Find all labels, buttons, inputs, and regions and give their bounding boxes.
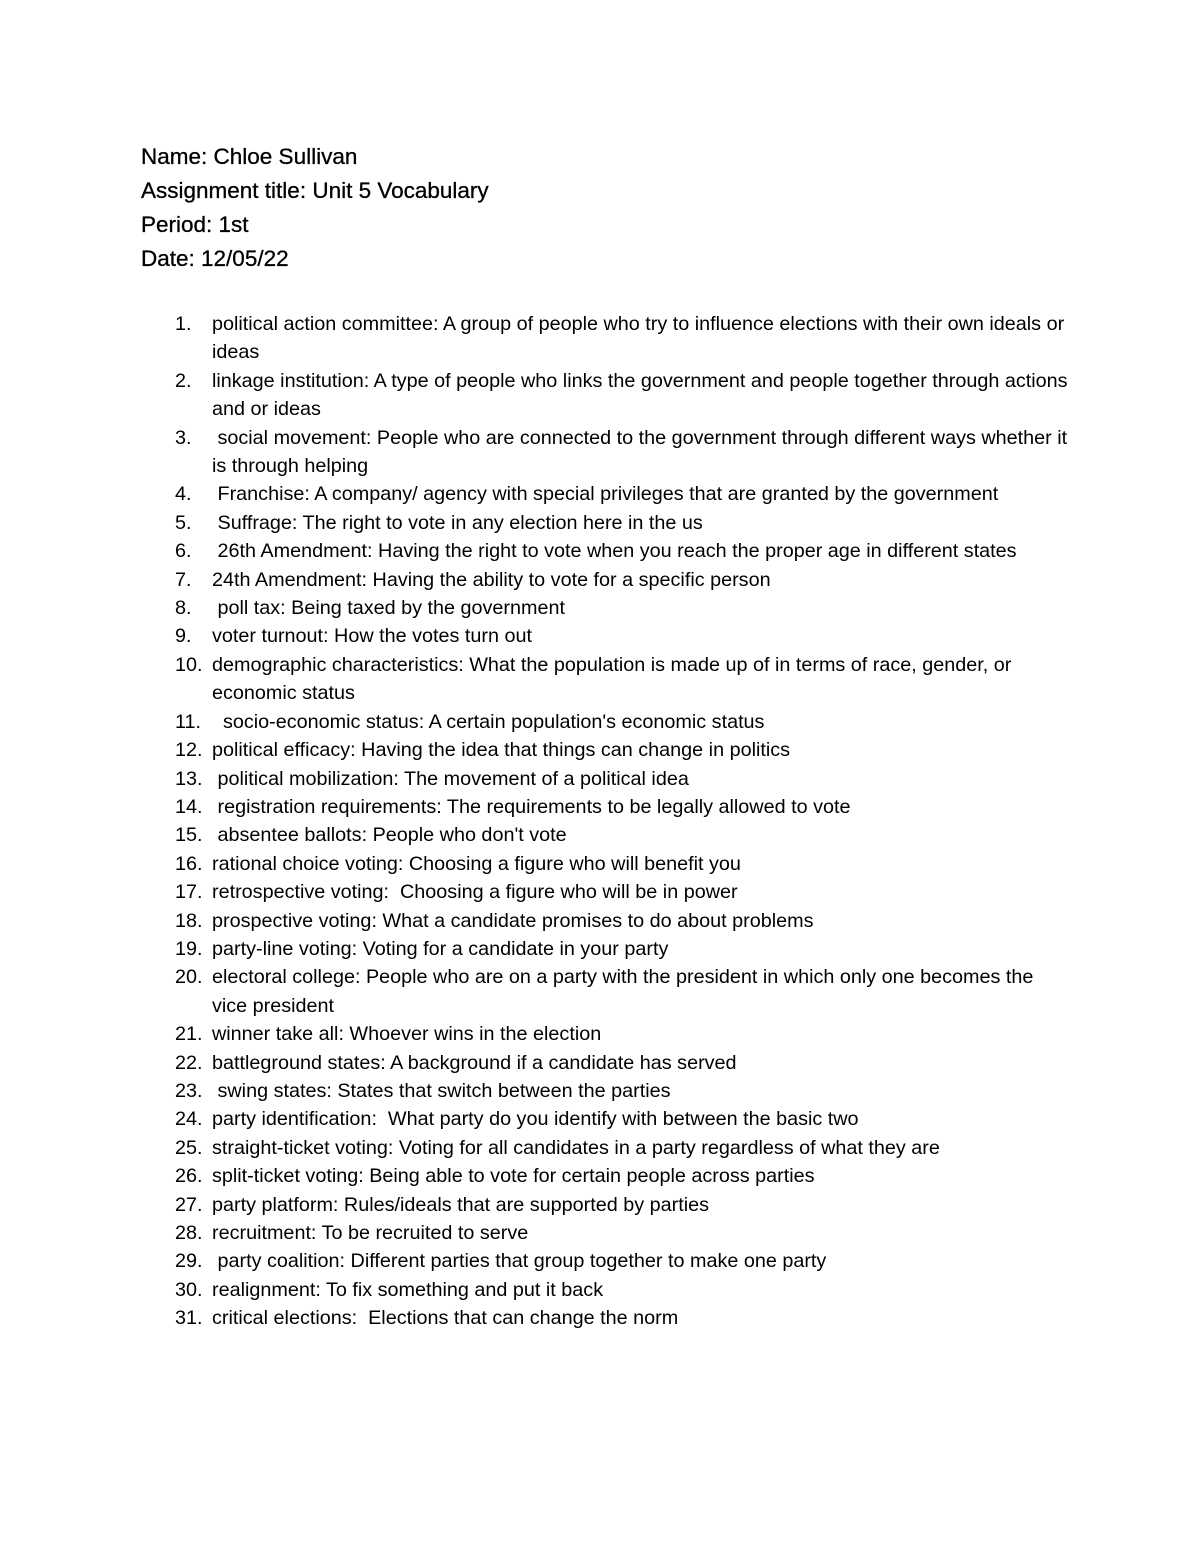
vocab-item-definition: 24th Amendment: Having the ability to vote for a specific person [212, 568, 771, 591]
vocab-item-definition: registration requirements: The requirements to be legally allowed to vote [212, 795, 851, 818]
document-header [141, 140, 1101, 276]
vocab-item-number: 10. [175, 653, 203, 676]
vocab-item [141, 736, 1071, 764]
vocab-item [141, 793, 1071, 821]
vocab-item-definition: linkage institution: A type of people who links the government and people together through actions and or ideas [212, 369, 1074, 421]
vocab-item [141, 480, 1071, 508]
vocab-item-number: 17. [175, 881, 203, 904]
vocab-item-number: 13. [175, 767, 203, 790]
vocab-item-definition: party coalition: Different parties that group together to make one party [212, 1250, 827, 1273]
vocab-item-number: 11. [175, 710, 202, 733]
vocab-item [141, 1276, 1071, 1304]
vocab-item-definition: Suffrage: The right to vote in any election here in the us [212, 511, 703, 534]
vocab-item [141, 1077, 1071, 1105]
vocab-item-number: 4. [175, 483, 192, 506]
vocab-item-definition: prospective voting: What a candidate promises to do about problems [212, 909, 814, 932]
vocab-item [141, 566, 1071, 594]
vocab-item-definition: political mobilization: The movement of a political idea [212, 767, 689, 790]
vocab-item-definition: swing states: States that switch between the parties [212, 1079, 671, 1102]
vocab-item-number: 8. [175, 597, 192, 620]
vocab-item [141, 1049, 1071, 1077]
vocab-item-definition: winner take all: Whoever wins in the election [212, 1023, 602, 1046]
vocab-item [141, 1020, 1071, 1048]
vocab-item-number: 27. [175, 1193, 203, 1216]
vocab-item-number: 14. [175, 795, 203, 818]
vocab-item [141, 537, 1071, 565]
vocab-item [141, 935, 1071, 963]
vocab-item-number: 22. [175, 1051, 203, 1074]
vocab-item-number: 5. [175, 511, 192, 534]
vocab-item-number: 25. [175, 1136, 203, 1159]
vocab-item [141, 708, 1071, 736]
vocab-item-definition: party platform: Rules/ideals that are supported by parties [212, 1193, 709, 1216]
vocab-item-definition: retrospective voting: Choosing a figure who will be in power [212, 881, 738, 904]
vocab-item-number: 7. [175, 568, 192, 591]
vocab-item [141, 622, 1071, 650]
vocab-item-number: 24. [175, 1108, 203, 1131]
vocab-item [141, 765, 1071, 793]
vocab-item [141, 821, 1071, 849]
vocab-item [141, 367, 1074, 424]
vocab-item [141, 963, 1071, 1020]
student-name: Name: Chloe Sullivan [141, 144, 358, 169]
vocab-item [141, 907, 1071, 935]
vocab-item-definition: electoral college: People who are on a party with the president in which only one becomes the vice president [212, 966, 1039, 1017]
vocab-item-number: 30. [175, 1278, 203, 1301]
vocab-item-number: 3. [175, 426, 192, 449]
assignment-title: Assignment title: Unit 5 Vocabulary [141, 178, 489, 203]
vocab-item-definition: political action committee: A group of people who try to influence elections with their own ideals or ideas [212, 313, 1070, 364]
vocab-item [141, 1134, 1071, 1162]
class-period: Period: 1st [141, 212, 249, 237]
vocab-item-definition: straight-ticket voting: Voting for all candidates in a party regardless of what they are [212, 1136, 940, 1159]
vocab-item-definition: social movement: People who are connected to the government through different ways whether it is through helping [212, 426, 1073, 478]
vocab-item-number: 21. [175, 1023, 203, 1046]
vocab-item-number: 20. [175, 966, 203, 989]
vocab-item [141, 1162, 1071, 1190]
vocab-item-number: 2. [175, 369, 192, 392]
vocab-item-number: 9. [175, 625, 192, 648]
vocab-item-definition: split-ticket voting: Being able to vote for certain people across parties [212, 1165, 815, 1188]
vocab-item [141, 1191, 1071, 1219]
vocab-item-definition: absentee ballots: People who don't vote [212, 824, 567, 847]
vocab-item [141, 594, 1071, 622]
vocab-item [141, 1304, 1071, 1332]
vocab-item-number: 6. [175, 540, 192, 563]
vocab-item-definition: socio-economic status: A certain population's economic status [212, 710, 765, 733]
vocab-item-definition: political efficacy: Having the idea that things can change in politics [212, 739, 791, 762]
vocab-item-definition: party-line voting: Voting for a candidate in your party [212, 937, 669, 960]
vocab-item-definition: recruitment: To be recruited to serve [212, 1222, 529, 1244]
vocab-item-number: 15. [175, 824, 203, 847]
vocab-item-number: 16. [175, 852, 203, 875]
vocab-item-definition: rational choice voting: Choosing a figure who will benefit you [212, 852, 741, 875]
vocab-item-definition: critical elections: Elections that can change the norm [212, 1307, 679, 1330]
vocab-item-number: 12. [175, 739, 203, 762]
assignment-date: Date: 12/05/22 [141, 246, 289, 271]
vocab-item [141, 850, 1071, 878]
vocab-item-definition: demographic characteristics: What the population is made up of in terms of race, gender, or economic status [212, 653, 1017, 705]
vocab-item-number: 19. [175, 937, 203, 960]
vocab-item-number: 18. [175, 909, 203, 932]
vocab-item-number: 29. [175, 1250, 203, 1273]
vocab-item [141, 1247, 1071, 1275]
vocab-item [141, 509, 1071, 537]
vocabulary-list [141, 310, 1074, 1333]
vocab-item-definition: poll tax: Being taxed by the government [212, 597, 565, 620]
vocab-item-definition: 26th Amendment: Having the right to vote when you reach the proper age in different states [212, 540, 1017, 563]
vocab-item-number: 1. [175, 313, 192, 335]
vocab-item [141, 424, 1071, 481]
vocab-item-number: 26. [175, 1165, 203, 1188]
vocab-item [141, 1105, 1071, 1133]
vocab-item [141, 1219, 1071, 1247]
vocab-item [141, 878, 1071, 906]
vocab-item-definition: battleground states: A background if a candidate has served [212, 1051, 737, 1074]
vocab-item-definition: realignment: To fix something and put it back [212, 1278, 604, 1301]
vocab-item [141, 651, 1071, 708]
vocab-item-number: 23. [175, 1079, 203, 1102]
vocab-item [141, 310, 1071, 367]
vocab-item-definition: voter turnout: How the votes turn out [212, 625, 532, 648]
vocab-item-number: 28. [175, 1222, 203, 1244]
vocab-item-number: 31. [175, 1307, 203, 1330]
vocab-item-definition: party identification: What party do you identify with between the basic two [212, 1108, 859, 1131]
vocab-item-definition: Franchise: A company/ agency with special privileges that are granted by the government [212, 483, 999, 506]
